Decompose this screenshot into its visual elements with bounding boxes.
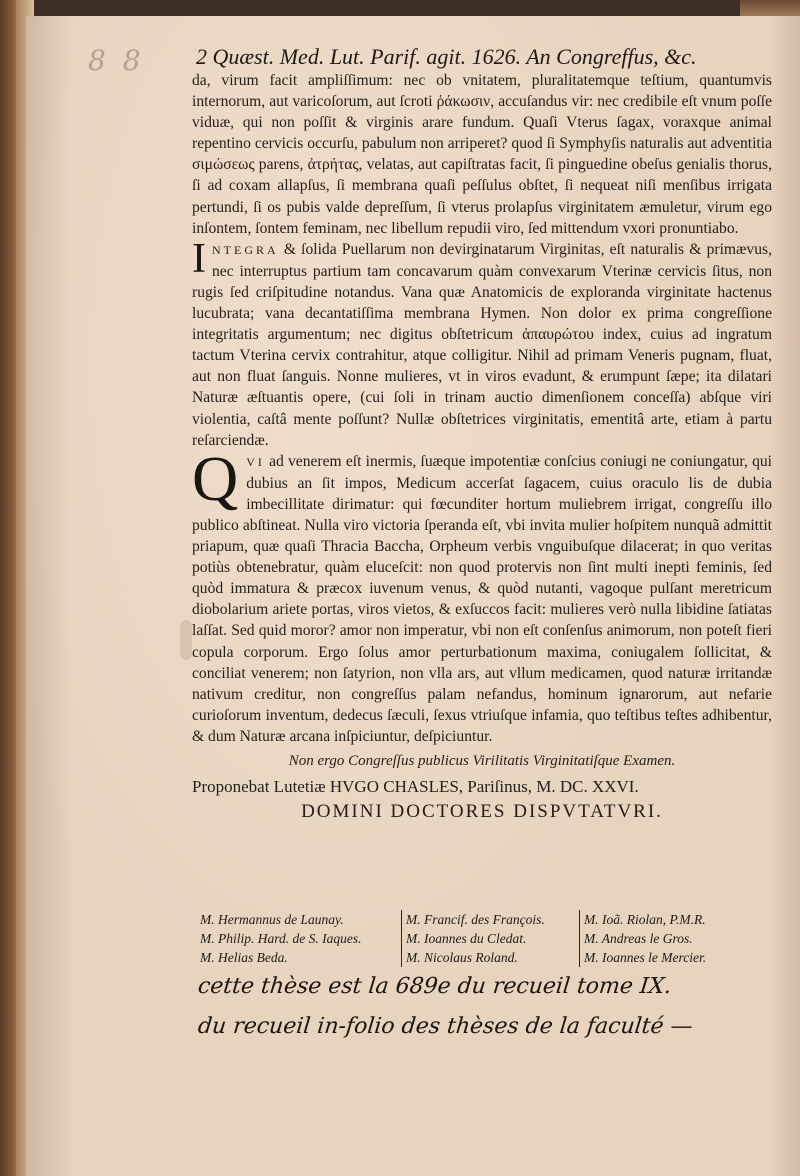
doctor-name: M. Ioannes du Cledat. <box>406 931 527 946</box>
paragraph-2-text: & ſolida Puellarum non devirginatarum Virginitas, eſt naturalis & primævus, nec interruptus partium tam concavarum quàm convexarum Vterinæ cervicis ſitus, non rugis ſed criſpitudine notandus. Vana quæ Anatomicis de exploranda virginitate hactenus lucubrata; vana decantatiſſima membrana Hymen. Non dolor ex prima congreſſione integritatis argumentum; nec digitus obſtetricum ἀπαυρώτου index, cuius ad ingratum tactum Vterina cervix contrahitur, atque colligitur. Nihil ad primam Veneris pugnam, fluat, aut non fluat ſanguis. Nonne mulieres, vt in viros evadunt, & erumpunt ſæpe; ita dilatari Naturæ æſtuantis opere, (cui ſoli in trinam auctio dimenſionem conceſſa) abſque viri violentia, caſtâ mente poſſunt? Nullæ obſtetrices virginitatis, ementitâ arte, etiam à partu reſarciendæ. <box>192 240 772 449</box>
handwritten-note-line-2: du recueil in-folio des thèses de la faculté — <box>196 1014 694 1039</box>
lead-word-vi: VI <box>246 454 265 469</box>
paragraph-2 <box>192 235 772 451</box>
manuscript-page-number: 8 8 <box>88 44 145 77</box>
drop-cap-q: Q <box>192 442 239 514</box>
doctors-column-1 <box>196 910 401 967</box>
doctor-name: M. Francif. des François. <box>406 912 545 927</box>
lead-word-integra: NTEGRA <box>212 242 279 257</box>
doctor-name: M. Helias Beda. <box>200 950 288 965</box>
handwritten-note-line-1: cette thèse est la 689e du recueil tome IX. <box>196 974 673 999</box>
paragraph-3 <box>192 442 772 747</box>
doctors-column-2 <box>401 910 579 967</box>
doctor-name: M. Ioã. Riolan, P.M.R. <box>584 912 706 927</box>
page-stain <box>180 620 192 660</box>
body-text <box>192 70 772 822</box>
domini-heading: DOMINI DOCTORES DISPVTATVRI. <box>301 801 663 823</box>
doctor-name: M. Andreas le Gros. <box>584 931 693 946</box>
doctor-name: M. Hermannus de Launay. <box>200 912 344 927</box>
conclusion-line: Non ergo Congreſſus publicus Virilitatis Virginitatiſque Examen. <box>288 753 676 769</box>
doctor-name: M. Philip. Hard. de S. Iaques. <box>200 931 362 946</box>
doctors-column-3 <box>579 910 769 967</box>
paragraph-1: da, virum facit ampliſſimum: nec ob vnitatem, pluralitatemque teſtium, quantumvis internorum, aut varicoſorum, aut ſcroti ῥάκωσιν, accuſandus vir: nec credibile eſt vnum poſſe viduæ, qui non poſſit & virginis arare fundum. Quaſi Vterus ſagax, voraxque animal repentino cervicis occurſu, pabulum non arriperet? quod ſi Symphyſis naturalis aut adventitia σιμώσεως parens, ἀτρήτας, velatas, aut capiſtratas facit, ſi pinguedine obeſus genialis thorus, ſi ad coxam allapſus, ſi membrana quaſi peſſulus obſtet, ſi nequeat niſi menſibus irrigata pertundi, ſi os pubis valde depreſſum, ſi vterus prolapſus virginitatem æmuletur, virum ego inſontem, ſontem feminam, nec libellum repudii viro, ſed mittendum vxori pronuntiabo. <box>192 72 772 237</box>
doctor-name: M. Ioannes le Mercier. <box>584 950 707 965</box>
proponebat-line: Proponebat Lutetiæ HVGO CHASLES, Pariſinus, M. DC. XXVI. <box>192 777 639 797</box>
paragraph-3-text: ad venerem eſt inermis, ſuæque impotentiæ conſcius coniugi ne coniungatur, qui dubius an ſit impos, Medicum accerſat ſagacem, cuius oraculo lis de dubia imbecillitate dirimatur: qui fœcunditer hortum muliebrem irrigat, congreſſu illo publico abſtineat. Nulla viro victoria ſperanda eſt, vbi invita mulier hoſpitem nunquã admittit priapum, quæ quaſi Thracia Baccha, Orpheum verbis vnguibuſque dilacerat; in quo veritas potiùs obtenebratur, quàm eluceſcit: non quod protervis non ſint multi inepti feminis, ſed quòd immatura & præcox iuvenum venus, & quòd nutanti, vagoque pulſant meretricum diobolarium ariete portas, viros vietos, & exſuccos facit: mulieres verò nulla libidine ſatiatas laſſat. Sed quid moror? amor non imperatur, vbi non eſt conſenſus animorum, non poteſt fieri copula corporum. Ergo ſolus amor perturbationum maxima, coniugalem ſollicitat, & conciliat venerem; non ſatyrion, non vlla ars, aut vllum medicamen, quod naturæ irritandæ nativum creditur, non congreſſus palam nefandus, hominum ignarorum, aut nefarie curioſorum inventum, dedecus ſæculi, ſexus vtriuſque infamia, quo teſtibus teſtes adhibentur, & dum Naturæ arcana inſpiciuntur, deſpiciuntur. <box>192 452 772 745</box>
running-header: 2 Quæst. Med. Lut. Parif. agit. 1626. An Congreffus, &c. <box>196 44 697 69</box>
drop-cap-i: I <box>192 235 206 282</box>
doctor-name: M. Nicolaus Roland. <box>406 950 518 965</box>
doctors-list <box>196 910 776 967</box>
